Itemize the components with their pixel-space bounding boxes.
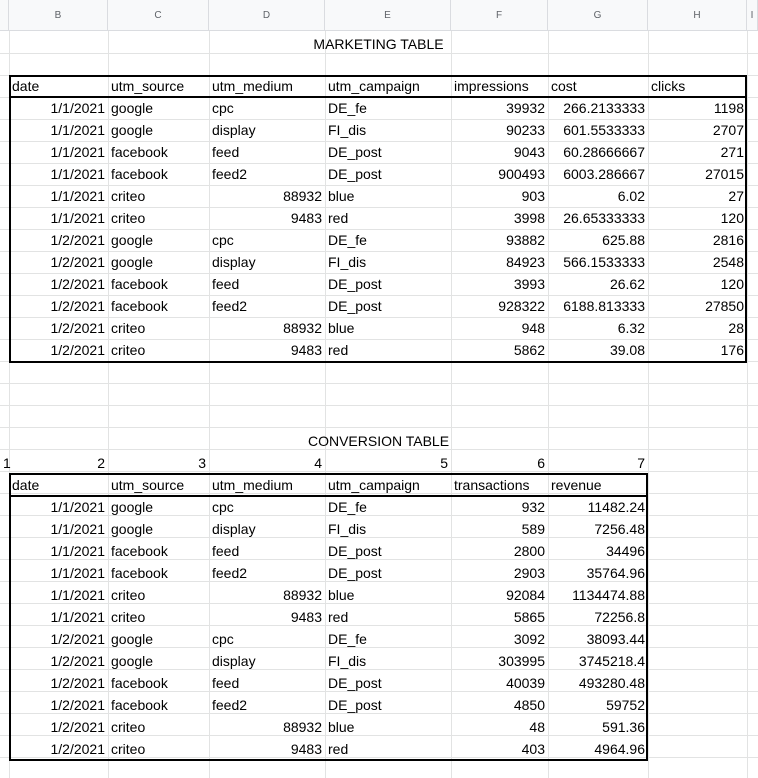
conversion-border-left [9, 473, 11, 760]
marketing-data-cell[interactable]: criteo [111, 320, 146, 336]
conversion-data-cell[interactable]: 40039 [506, 675, 545, 691]
marketing-header-cell[interactable]: utm_source [111, 78, 185, 94]
conversion-data-cell[interactable]: 1/1/2021 [50, 565, 105, 581]
marketing-data-cell[interactable]: feed2 [212, 166, 248, 182]
marketing-header-cell[interactable]: clicks [651, 78, 686, 94]
conversion-border-bottom [9, 759, 648, 761]
conversion-data-cell[interactable]: 48 [529, 719, 545, 735]
conversion-data-cell[interactable]: 92084 [506, 587, 545, 603]
marketing-data-cell[interactable]: 93882 [506, 232, 545, 248]
marketing-data-cell[interactable]: 6188.813333 [563, 298, 645, 314]
marketing-border-top [9, 75, 747, 77]
marketing-data-cell[interactable]: criteo [111, 342, 146, 358]
marketing-data-cell[interactable]: 90233 [506, 122, 545, 138]
conversion-header-cell[interactable]: transactions [454, 477, 530, 493]
conversion-data-cell[interactable]: 1134474.88 [572, 587, 645, 603]
marketing-data-cell[interactable]: 5862 [513, 342, 545, 358]
marketing-data-cell[interactable]: 1/2/2021 [50, 254, 105, 270]
marketing-data-cell[interactable]: 928322 [498, 298, 545, 314]
marketing-data-cell[interactable]: 1/1/2021 [50, 144, 105, 160]
marketing-header-cell[interactable]: cost [551, 78, 577, 94]
marketing-data-cell[interactable]: 28 [728, 320, 744, 336]
conversion-data-cell[interactable]: cpc [212, 631, 234, 647]
conversion-data-cell[interactable]: 3745218.4 [578, 653, 645, 669]
marketing-data-cell[interactable]: 9043 [513, 144, 545, 160]
marketing-data-cell[interactable]: blue [328, 320, 355, 336]
conversion-header-cell[interactable]: utm_medium [212, 477, 293, 493]
conversion-data-cell[interactable]: 403 [521, 741, 545, 757]
marketing-data-cell[interactable]: 27850 [705, 298, 744, 314]
marketing-data-cell[interactable]: 3993 [513, 276, 545, 292]
column-header-e[interactable]: E [325, 0, 451, 31]
conversion-data-cell[interactable]: 7256.48 [594, 521, 645, 537]
conversion-data-cell[interactable]: criteo [111, 609, 146, 625]
marketing-data-cell[interactable]: facebook [111, 144, 168, 160]
conversion-data-cell[interactable]: 3092 [513, 631, 545, 647]
conversion-data-cell[interactable]: FI_dis [328, 653, 367, 669]
marketing-data-cell[interactable]: 88932 [283, 188, 322, 204]
marketing-data-cell[interactable]: 26.65333333 [563, 210, 645, 226]
conversion-data-cell[interactable]: facebook [111, 675, 168, 691]
marketing-data-cell[interactable]: feed [212, 144, 240, 160]
marketing-data-cell[interactable]: 1/2/2021 [50, 298, 105, 314]
conversion-data-cell[interactable]: 11482.24 [587, 499, 645, 515]
marketing-data-cell[interactable]: feed [212, 276, 240, 292]
conversion-header-cell[interactable]: utm_source [111, 477, 185, 493]
marketing-data-cell[interactable]: DE_fe [328, 232, 367, 248]
conversion-data-cell[interactable]: 5865 [513, 609, 545, 625]
conversion-data-cell[interactable]: 4850 [513, 697, 545, 713]
conversion-data-cell[interactable]: facebook [111, 543, 168, 559]
conversion-data-cell[interactable]: criteo [111, 587, 146, 603]
marketing-data-cell[interactable]: 1/1/2021 [50, 210, 105, 226]
marketing-data-cell[interactable]: DE_post [328, 144, 382, 160]
conversion-data-cell[interactable]: 9483 [290, 609, 322, 625]
marketing-data-cell[interactable]: 566.1533333 [563, 254, 645, 270]
conversion-data-cell[interactable]: 1/2/2021 [50, 719, 105, 735]
conversion-data-cell[interactable]: 72256.8 [594, 609, 645, 625]
header-corner [0, 0, 9, 31]
conversion-data-cell[interactable]: 2800 [513, 543, 545, 559]
marketing-data-cell[interactable]: 1/2/2021 [50, 276, 105, 292]
marketing-data-cell[interactable]: facebook [111, 166, 168, 182]
column-header-h[interactable]: H [648, 0, 747, 31]
column-header-b[interactable]: B [9, 0, 108, 31]
conversion-index-cell[interactable]: 5 [440, 455, 448, 471]
conversion-data-cell[interactable]: google [111, 653, 154, 669]
marketing-data-cell[interactable]: 903 [521, 188, 545, 204]
column-header-f[interactable]: F [451, 0, 548, 31]
conversion-border-top [9, 473, 648, 475]
conversion-table-title: CONVERSION TABLE [307, 433, 450, 449]
marketing-table-title: MARKETING TABLE [313, 36, 444, 52]
grid-hline [0, 427, 758, 428]
conversion-data-cell[interactable]: blue [328, 719, 355, 735]
conversion-data-cell[interactable]: 1/1/2021 [50, 499, 105, 515]
marketing-data-cell[interactable]: 27 [728, 188, 744, 204]
conversion-data-cell[interactable]: 589 [521, 521, 545, 537]
marketing-data-cell[interactable]: 625.88 [602, 232, 645, 248]
marketing-data-cell[interactable]: 120 [720, 276, 744, 292]
marketing-data-cell[interactable]: 900493 [498, 166, 545, 182]
conversion-data-cell[interactable]: 9483 [290, 741, 322, 757]
conversion-data-cell[interactable]: 35764.96 [586, 565, 645, 581]
conversion-data-cell[interactable]: facebook [111, 565, 168, 581]
conversion-header-cell[interactable]: utm_campaign [328, 477, 420, 493]
conversion-data-cell[interactable]: 38093.44 [586, 631, 645, 647]
marketing-data-cell[interactable]: google [111, 122, 154, 138]
conversion-data-cell[interactable]: criteo [111, 741, 146, 757]
conversion-data-cell[interactable]: google [111, 631, 154, 647]
conversion-data-cell[interactable]: criteo [111, 719, 146, 735]
conversion-data-cell[interactable]: 2903 [513, 565, 545, 581]
marketing-header-underline [9, 96, 747, 98]
conversion-data-cell[interactable]: 4964.96 [594, 741, 645, 757]
conversion-data-cell[interactable]: DE_fe [328, 499, 367, 515]
marketing-data-cell[interactable]: 39932 [506, 100, 545, 116]
conversion-data-cell[interactable]: 1/1/2021 [50, 543, 105, 559]
conversion-header-underline [9, 495, 648, 497]
conversion-data-cell[interactable]: red [328, 741, 349, 757]
marketing-data-cell[interactable]: google [111, 232, 154, 248]
conversion-data-cell[interactable]: 59752 [606, 697, 645, 713]
marketing-data-cell[interactable]: criteo [111, 188, 146, 204]
marketing-border-bottom [9, 361, 747, 363]
marketing-data-cell[interactable]: FI_dis [328, 122, 367, 138]
conversion-data-cell[interactable]: facebook [111, 697, 168, 713]
marketing-data-cell[interactable]: feed2 [212, 298, 248, 314]
marketing-data-cell[interactable]: DE_post [328, 166, 382, 182]
marketing-data-cell[interactable]: 9483 [290, 210, 322, 226]
conversion-data-cell[interactable]: display [212, 653, 256, 669]
marketing-data-cell[interactable]: 271 [720, 144, 744, 160]
marketing-data-cell[interactable]: facebook [111, 298, 168, 314]
marketing-data-cell[interactable]: 601.5533333 [563, 122, 645, 138]
conversion-data-cell[interactable]: 1/1/2021 [50, 521, 105, 537]
marketing-data-cell[interactable]: google [111, 100, 154, 116]
conversion-data-cell[interactable]: red [328, 609, 349, 625]
conversion-data-cell[interactable]: google [111, 521, 154, 537]
marketing-data-cell[interactable]: 9483 [290, 342, 322, 358]
marketing-data-cell[interactable]: 2707 [712, 122, 744, 138]
marketing-data-cell[interactable]: DE_post [328, 298, 382, 314]
conversion-data-cell[interactable]: 1/2/2021 [50, 675, 105, 691]
conversion-data-cell[interactable]: 493280.48 [578, 675, 645, 691]
conversion-data-cell[interactable]: 88932 [283, 587, 322, 603]
conversion-index-cell[interactable]: 6 [537, 455, 545, 471]
conversion-data-cell[interactable]: display [212, 521, 256, 537]
conversion-data-cell[interactable]: feed [212, 543, 240, 559]
conversion-header-cell[interactable]: revenue [551, 477, 602, 493]
conversion-header-cell[interactable]: date [12, 477, 40, 493]
conversion-data-cell[interactable]: DE_fe [328, 631, 367, 647]
marketing-data-cell[interactable]: 1/1/2021 [50, 188, 105, 204]
marketing-data-cell[interactable]: FI_dis [328, 254, 367, 270]
marketing-data-cell[interactable]: 1/2/2021 [50, 320, 105, 336]
column-header-i[interactable]: I [747, 0, 758, 31]
marketing-data-cell[interactable]: 6.02 [617, 188, 645, 204]
marketing-data-cell[interactable]: 3998 [513, 210, 545, 226]
marketing-data-cell[interactable]: red [328, 342, 349, 358]
marketing-data-cell[interactable]: 1/1/2021 [50, 122, 105, 138]
marketing-data-cell[interactable]: 26.62 [609, 276, 645, 292]
column-header-c[interactable]: C [108, 0, 209, 31]
conversion-data-cell[interactable]: 88932 [283, 719, 322, 735]
grid-hline [0, 405, 758, 406]
conversion-border-right [646, 473, 648, 760]
conversion-data-cell[interactable]: 1/2/2021 [50, 631, 105, 647]
conversion-data-cell[interactable]: blue [328, 587, 355, 603]
conversion-data-cell[interactable]: FI_dis [328, 521, 367, 537]
marketing-data-cell[interactable]: 120 [720, 210, 744, 226]
conversion-data-cell[interactable]: 303995 [498, 653, 545, 669]
column-header-d[interactable]: D [209, 0, 325, 31]
conversion-data-cell[interactable]: 34496 [606, 543, 645, 559]
marketing-data-cell[interactable]: 1/1/2021 [50, 100, 105, 116]
conversion-data-cell[interactable]: DE_post [328, 697, 382, 713]
marketing-data-cell[interactable]: 6.32 [617, 320, 645, 336]
column-header-g[interactable]: G [548, 0, 648, 31]
conversion-index-cell[interactable]: 3 [198, 455, 206, 471]
marketing-data-cell[interactable]: 1/1/2021 [50, 166, 105, 182]
marketing-data-cell[interactable]: DE_fe [328, 100, 367, 116]
marketing-data-cell[interactable]: criteo [111, 210, 146, 226]
conversion-data-cell[interactable]: cpc [212, 499, 234, 515]
conversion-data-cell[interactable]: 591.36 [602, 719, 645, 735]
marketing-data-cell[interactable]: DE_post [328, 276, 382, 292]
marketing-header-cell[interactable]: utm_medium [212, 78, 293, 94]
conversion-data-cell[interactable]: feed [212, 675, 240, 691]
conversion-data-cell[interactable]: feed2 [212, 697, 248, 713]
marketing-data-cell[interactable]: 27015 [705, 166, 744, 182]
conversion-data-cell[interactable]: DE_post [328, 675, 382, 691]
marketing-data-cell[interactable]: 176 [720, 342, 744, 358]
marketing-header-cell[interactable]: impressions [454, 78, 529, 94]
marketing-data-cell[interactable]: 1/2/2021 [50, 232, 105, 248]
marketing-data-cell[interactable]: 60.28666667 [563, 144, 645, 160]
conversion-data-cell[interactable]: 1/1/2021 [50, 609, 105, 625]
conversion-index-cell[interactable]: 4 [314, 455, 322, 471]
conversion-index-cell[interactable]: 1 [3, 455, 11, 471]
marketing-border-right [745, 75, 747, 363]
marketing-data-cell[interactable]: red [328, 210, 349, 226]
marketing-data-cell[interactable]: 6003.286667 [563, 166, 645, 182]
conversion-index-cell[interactable]: 2 [97, 455, 105, 471]
marketing-data-cell[interactable]: blue [328, 188, 355, 204]
grid-hline [0, 383, 758, 384]
marketing-data-cell[interactable]: display [212, 254, 256, 270]
conversion-data-cell[interactable]: 1/2/2021 [50, 741, 105, 757]
marketing-data-cell[interactable]: 39.08 [609, 342, 645, 358]
conversion-data-cell[interactable]: google [111, 499, 154, 515]
marketing-data-cell[interactable]: cpc [212, 100, 234, 116]
conversion-index-cell[interactable]: 7 [637, 455, 645, 471]
marketing-data-cell[interactable]: 2548 [712, 254, 744, 270]
marketing-border-left [9, 75, 11, 363]
marketing-header-cell[interactable]: utm_campaign [328, 78, 420, 94]
conversion-data-cell[interactable]: 1/1/2021 [50, 587, 105, 603]
marketing-data-cell[interactable]: 88932 [283, 320, 322, 336]
marketing-data-cell[interactable]: facebook [111, 276, 168, 292]
conversion-data-cell[interactable]: feed2 [212, 565, 248, 581]
marketing-data-cell[interactable]: 84923 [506, 254, 545, 270]
marketing-data-cell[interactable]: display [212, 122, 256, 138]
conversion-data-cell[interactable]: DE_post [328, 565, 382, 581]
marketing-data-cell[interactable]: cpc [212, 232, 234, 248]
marketing-data-cell[interactable]: 1/2/2021 [50, 342, 105, 358]
marketing-data-cell[interactable]: 266.2133333 [563, 100, 645, 116]
conversion-data-cell[interactable]: 1/2/2021 [50, 697, 105, 713]
conversion-data-cell[interactable]: 932 [521, 499, 545, 515]
marketing-data-cell[interactable]: 948 [521, 320, 545, 336]
marketing-data-cell[interactable]: 1198 [713, 100, 744, 116]
conversion-data-cell[interactable]: 1/2/2021 [50, 653, 105, 669]
conversion-data-cell[interactable]: DE_post [328, 543, 382, 559]
marketing-data-cell[interactable]: 2816 [712, 232, 744, 248]
marketing-data-cell[interactable]: google [111, 254, 154, 270]
marketing-header-cell[interactable]: date [12, 78, 40, 94]
